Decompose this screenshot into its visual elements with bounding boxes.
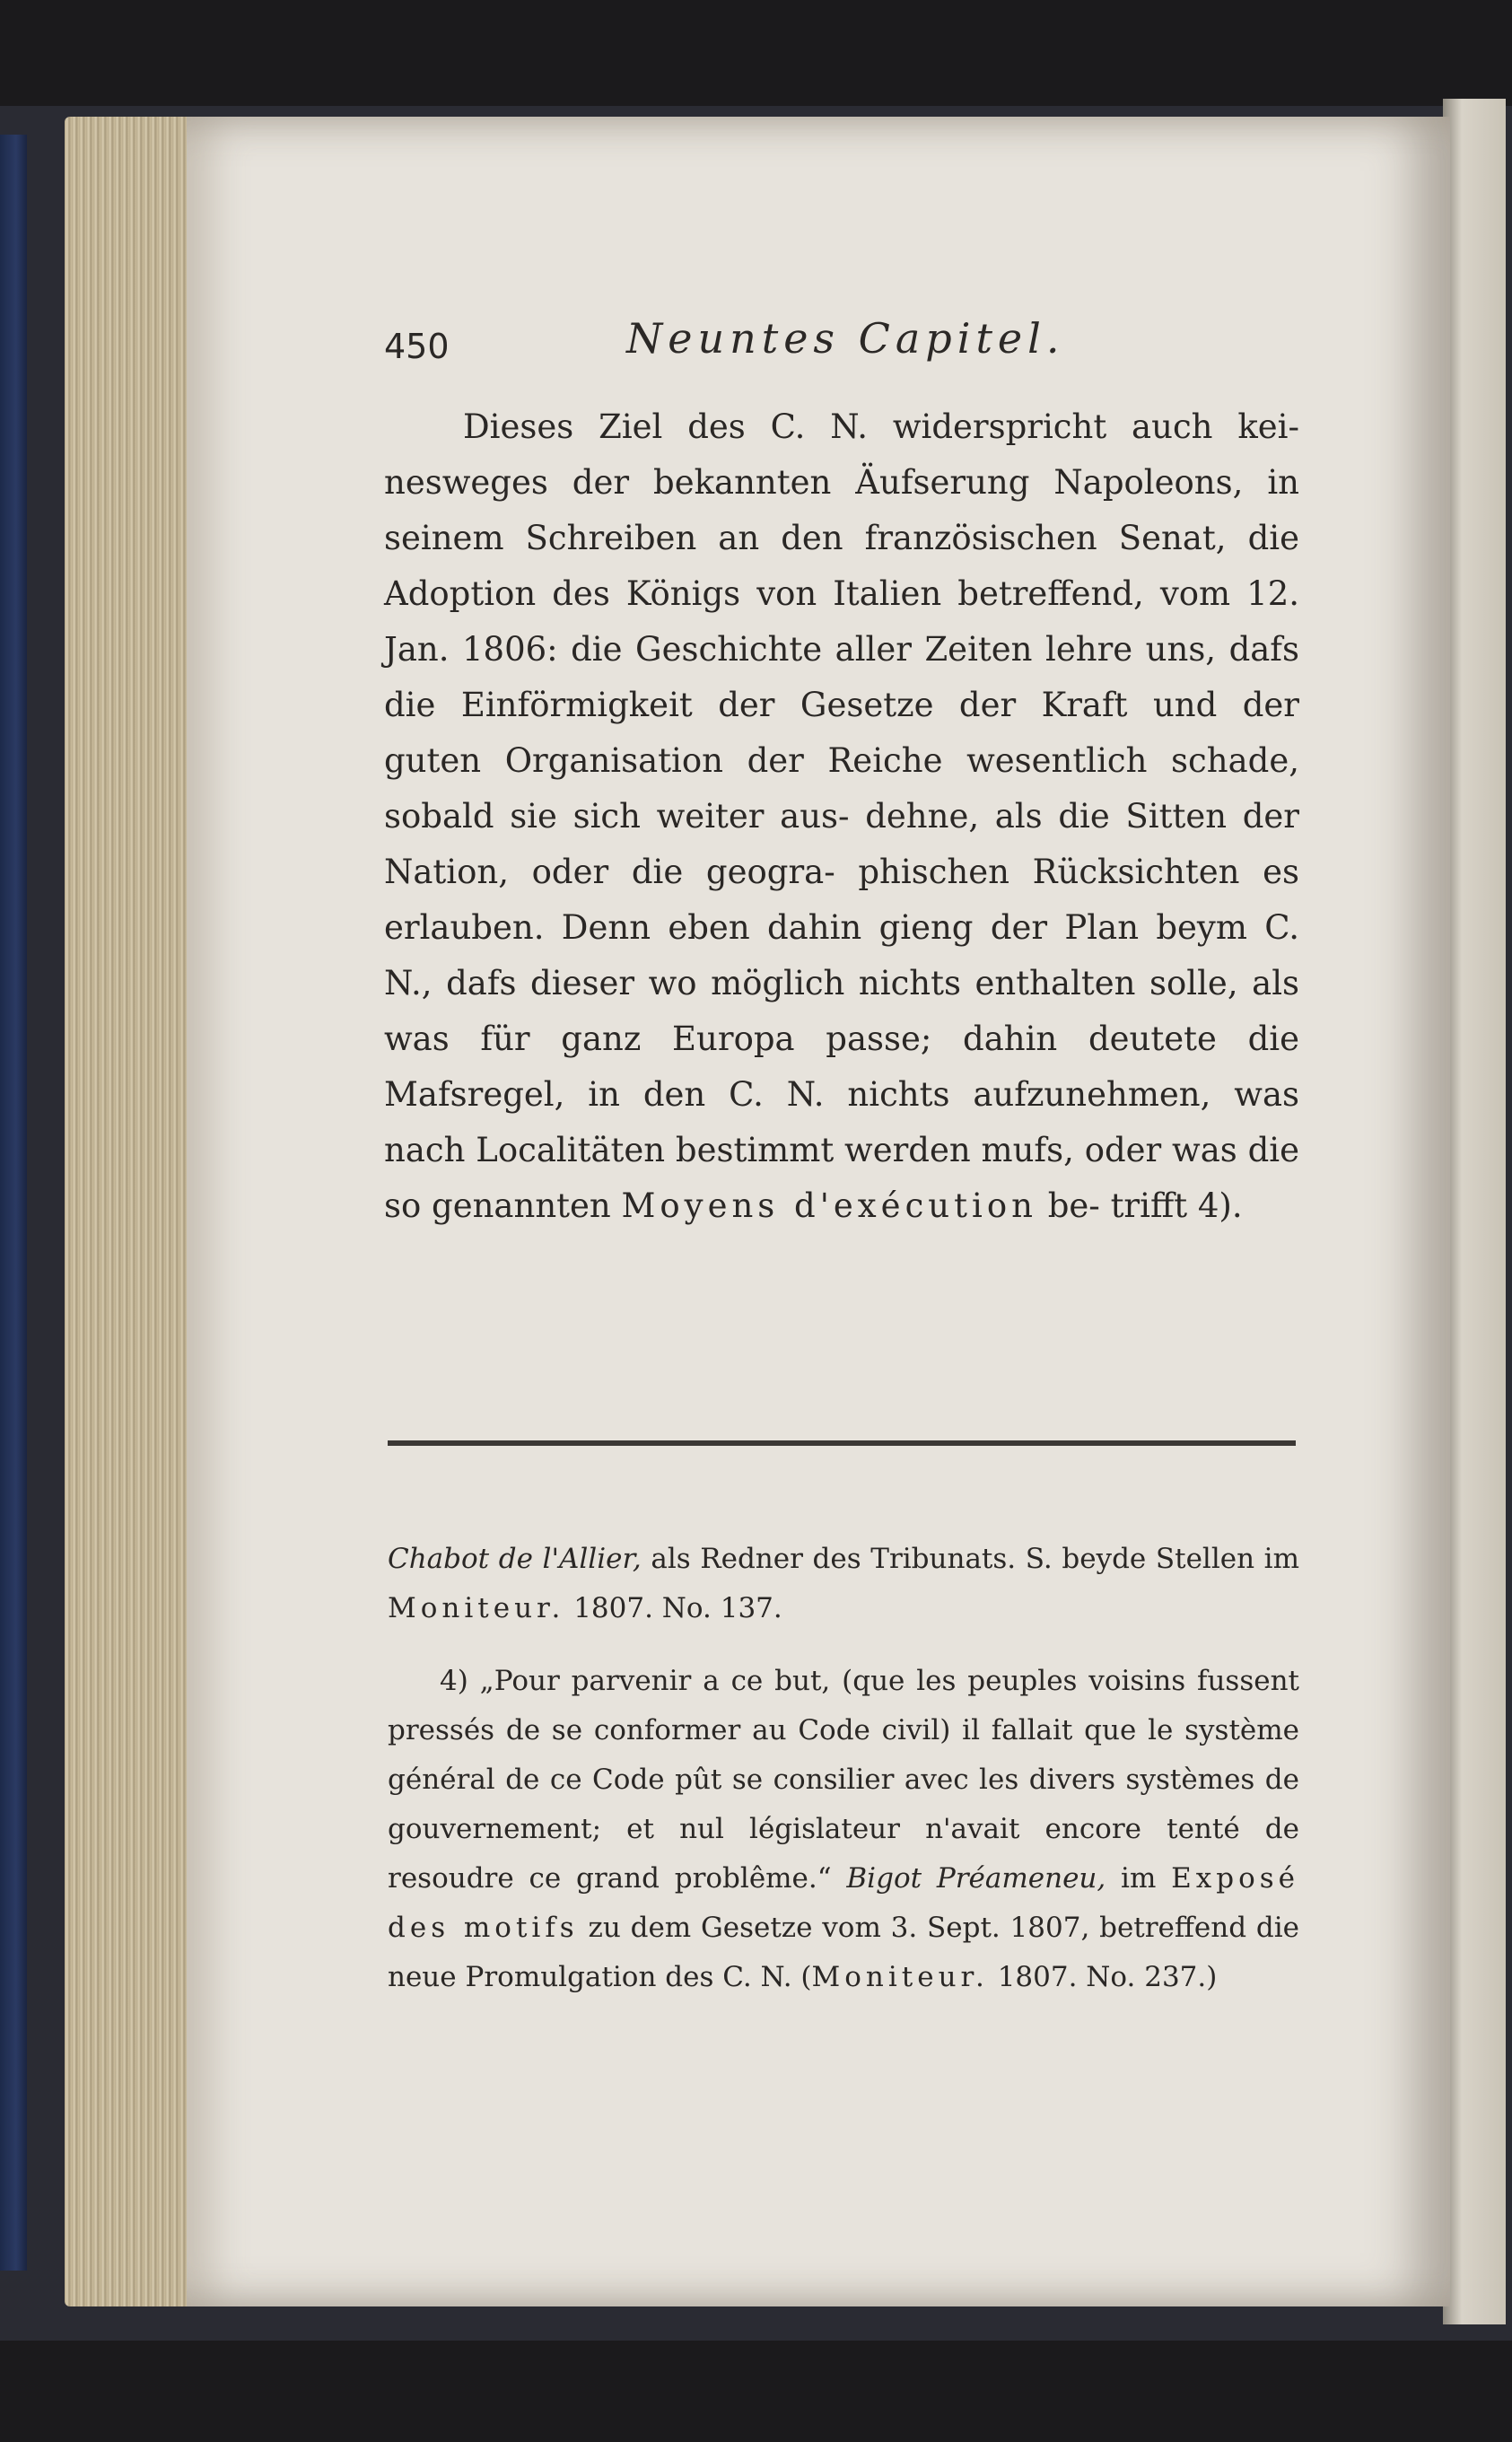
footnote-3 xyxy=(388,1535,1299,1633)
body-paragraph xyxy=(384,399,1299,1234)
body-line: der Kraft und der guten Organisation der Reiche xyxy=(384,686,1299,780)
page-header xyxy=(384,314,1308,368)
body-line: Localitäten bestimmt werden mufs, oder was xyxy=(476,1131,1237,1169)
footnote-4-author: Bigot Préameneu, xyxy=(846,1862,1106,1895)
page-number: 450 xyxy=(384,327,450,366)
footnote-3-citation: 1807. No. 137. xyxy=(573,1592,782,1624)
body-line: nesweges der bekannten Äufserung Napoleons, xyxy=(384,463,1244,502)
footnote-4-text-2: zu dem Gesetze vom 3. Sept. 1807, betreffend die neue Promulgation des C. N. ( xyxy=(388,1912,1299,1993)
body-line: be- xyxy=(1047,1186,1100,1225)
book-cover-edge xyxy=(0,135,27,2271)
footnote-3-source: Moniteur. xyxy=(388,1592,565,1624)
footnote-4-source: Moniteur. xyxy=(811,1961,989,1993)
footnotes xyxy=(388,1535,1299,2026)
body-line: ganz Europa passe; dahin deutete die Mafsregel, xyxy=(384,1020,1299,1114)
footnote-4-citation: 1807. No. 237.) xyxy=(997,1961,1218,1993)
body-line: in seinem Schreiben an den französischen Senat, xyxy=(384,463,1299,557)
footnote-4-work: Exposé des motifs xyxy=(388,1862,1300,1944)
body-spaced-phrase: Moyens d'exécution xyxy=(621,1186,1037,1225)
body-line: Dieses Ziel des C. N. widerspricht auch kei- xyxy=(463,407,1299,446)
body-line: in den C. N. nichts aufzunehmen, was nach xyxy=(384,1075,1299,1169)
body-line: die Adoption des Königs von Italien betreffend, xyxy=(384,519,1299,613)
body-line: dehne, als die Sitten der Nation, oder die geogra- xyxy=(384,797,1299,891)
footnote-separator xyxy=(388,1440,1296,1446)
body-line: vom 12. Jan. 1806: die Geschichte aller Zeiten xyxy=(384,574,1300,669)
footnote-4 xyxy=(388,1657,1299,2002)
running-title: Neuntes Capitel. xyxy=(626,314,1065,363)
body-line: lehre uns, dafs die Einförmigkeit der Gesetze xyxy=(384,630,1299,724)
page-stack-edge xyxy=(65,117,188,2306)
body-line: die so genannten xyxy=(384,1131,1300,1225)
footnote-4-text: im xyxy=(1121,1862,1157,1895)
body-line: phischen Rücksichten es erlauben. Denn eben xyxy=(384,853,1299,947)
footnote-4-quote: 4) „Pour parvenir a ce but, (que les peuples voisins fussent pressés de se conformer au Code civil) il fallait que le système général de ce Code pût se consilier avec les divers systèmes de gouvernement; et nul législateur n'avait encore tenté de resoudre ce grand problême.“ xyxy=(388,1665,1299,1895)
footnote-3-text: als Redner des Tribunats. S. beyde Stellen im xyxy=(651,1543,1299,1575)
body-line: dahin gieng der Plan beym C. N., dafs dieser xyxy=(384,908,1300,1002)
body-line: wesentlich schade, sobald sie sich weiter aus- xyxy=(384,741,1299,836)
facing-page-edge xyxy=(1443,99,1506,2324)
body-line: trifft 4). xyxy=(1110,1186,1243,1225)
footnote-3-author: Chabot de l'Allier, xyxy=(388,1543,642,1575)
body-line: wo möglich nichts enthalten solle, als was für xyxy=(384,964,1300,1058)
